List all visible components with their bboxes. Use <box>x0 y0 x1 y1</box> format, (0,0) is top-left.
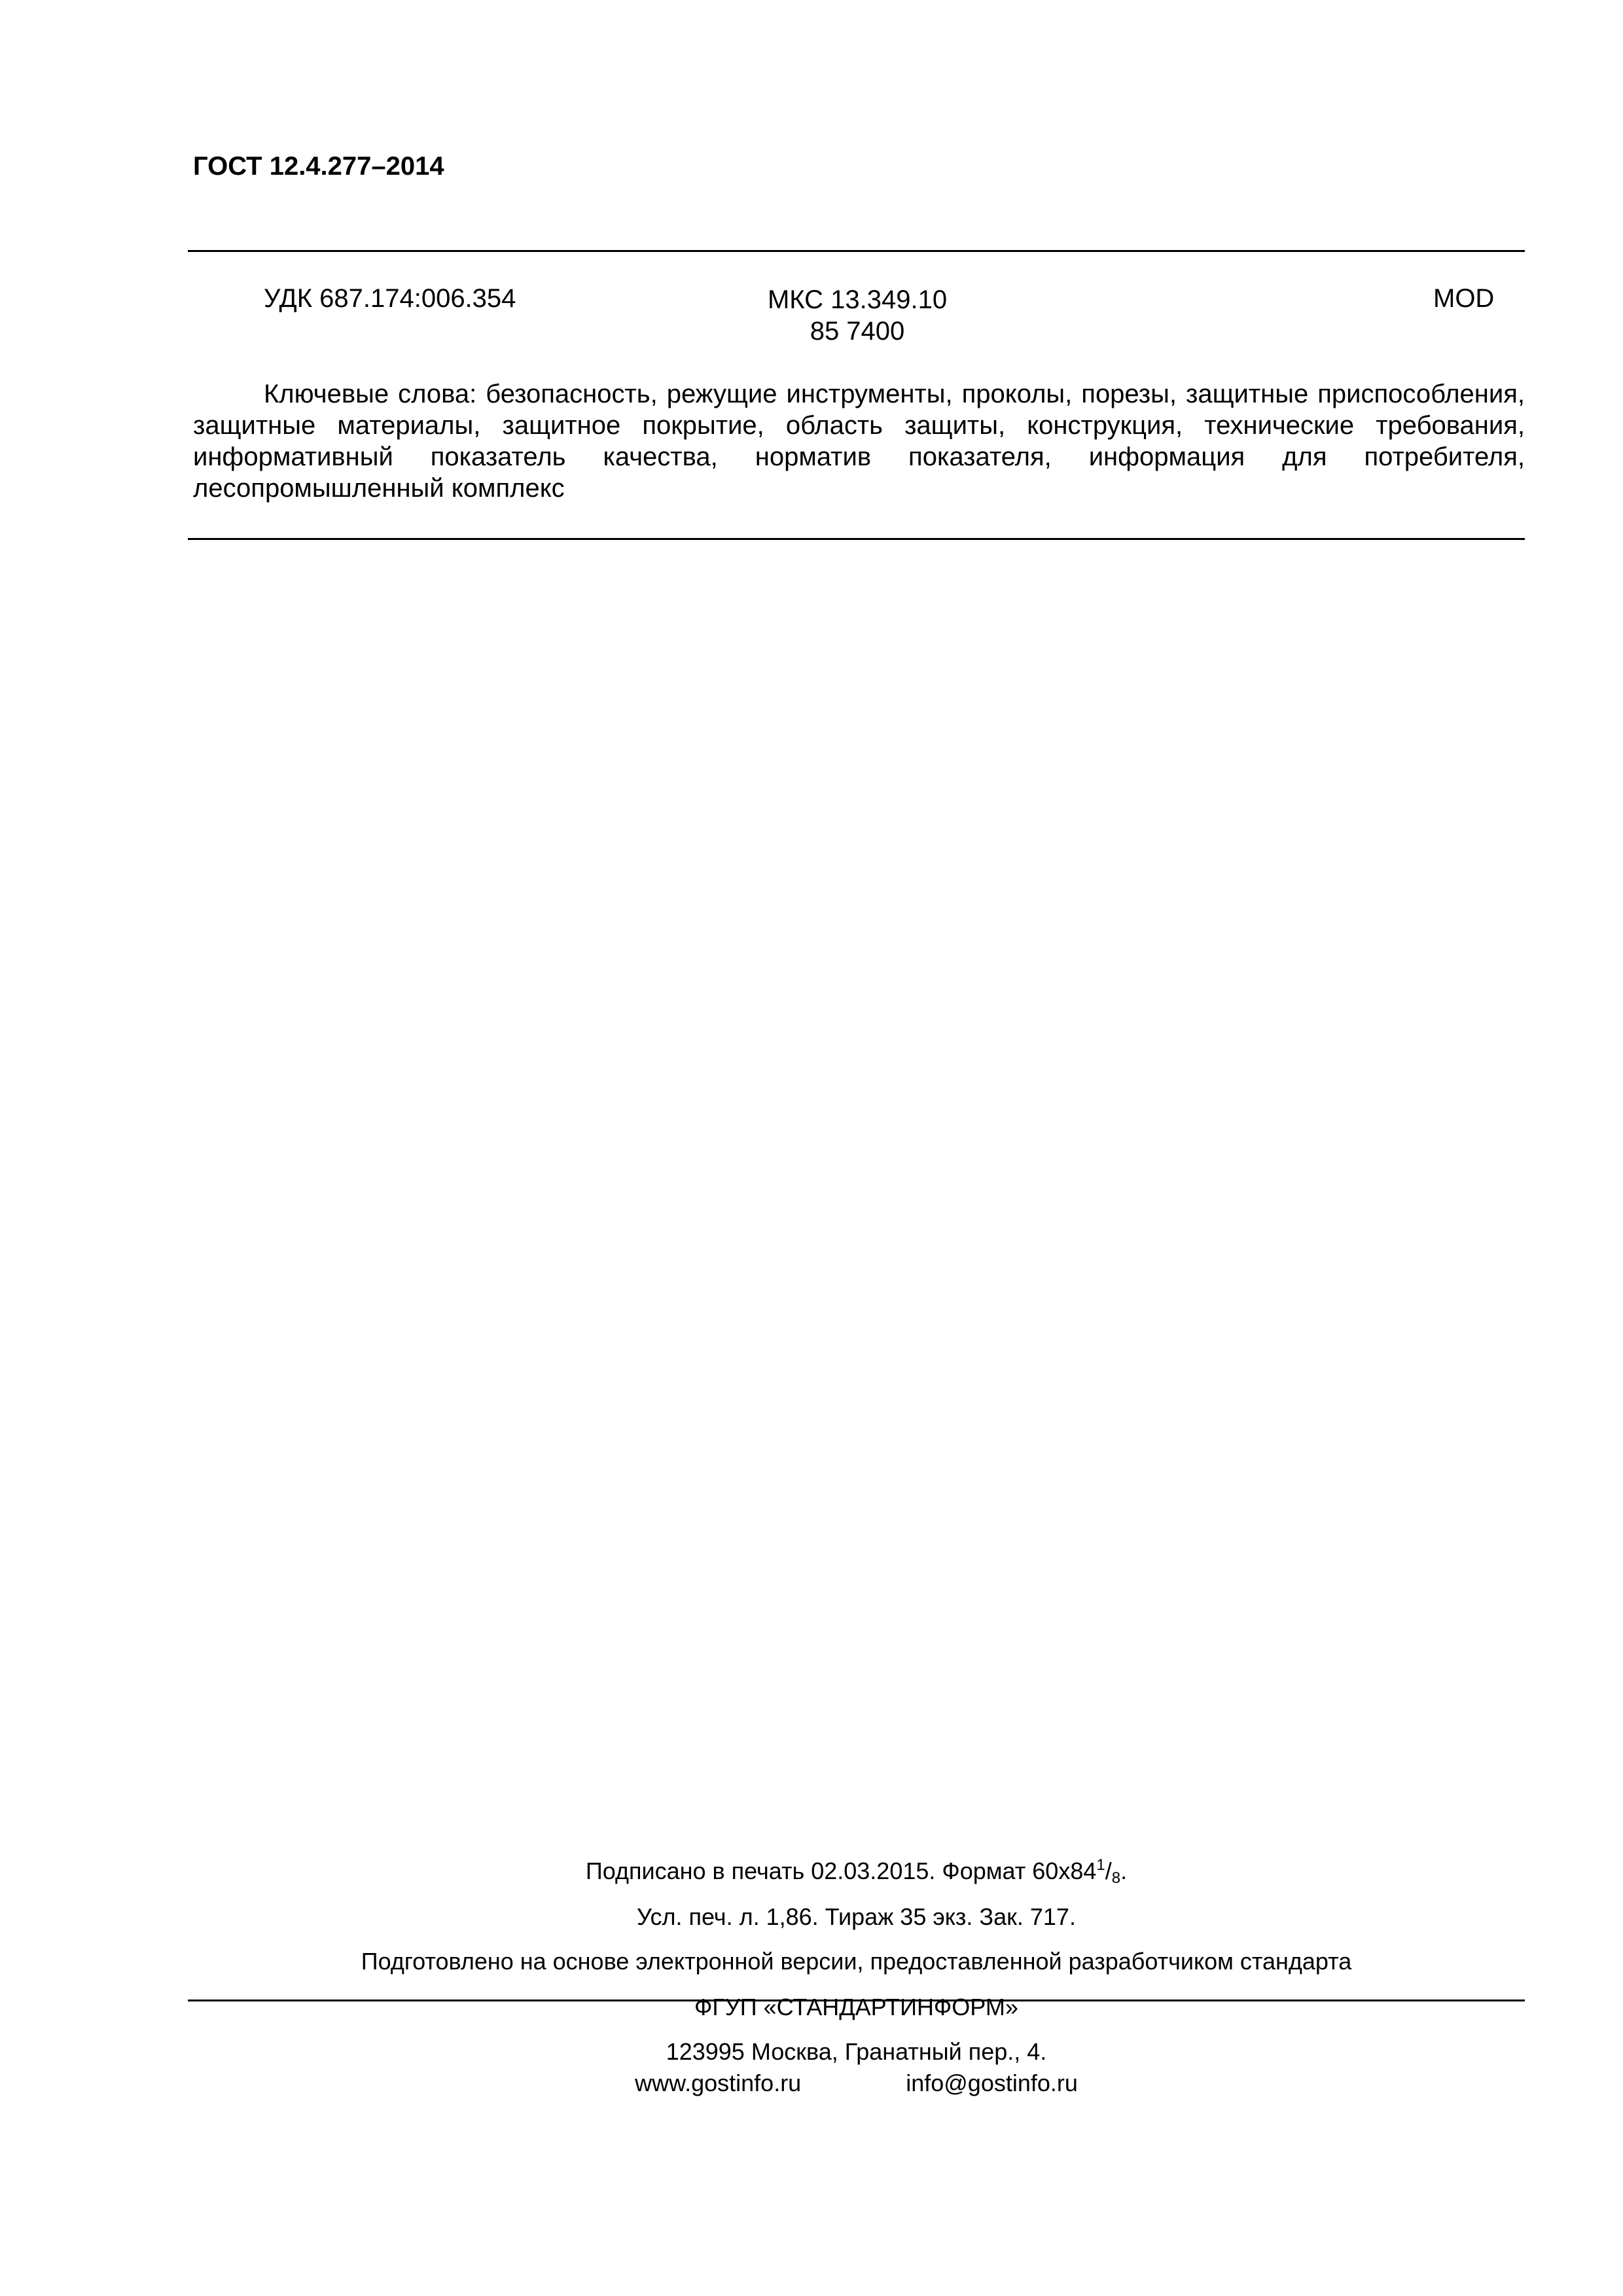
prepared-line: Подготовлено на основе электронной версии, предоставленной разработчиком стандарта <box>361 1948 1352 1975</box>
publisher-contacts <box>188 2070 1525 2097</box>
keywords-divider <box>188 538 1525 540</box>
email-link[interactable]: info@gostinfo.ru <box>906 2070 1078 2096</box>
format-superscript: 1 <box>1096 1856 1105 1874</box>
print-info-line: Усл. печ. л. 1,86. Тираж 35 экз. Зак. 717. <box>637 1903 1076 1930</box>
mks-block <box>759 284 955 347</box>
udk-code: УДК 687.174:006.354 <box>264 284 516 313</box>
publisher-name: ФГУП «СТАНДАРТИНФОРМ» <box>694 1994 1018 2020</box>
okp-code: 85 7400 <box>810 317 905 346</box>
website-link[interactable]: www.gostinfo.ru <box>635 2070 802 2096</box>
mks-code: МКС 13.349.10 <box>767 285 948 314</box>
format-subscript: 8 <box>1111 1869 1121 1887</box>
keywords-paragraph: Ключевые слова: безопасность, режущие инструменты, проколы, порезы, защитные приспособления, защитные материалы, защитное покрытие, область защиты, конструкция, технические требования, информативный показатель качества, норматив показателя, информация для потребителя, лесопромышленный комплекс <box>193 380 1525 503</box>
document-title: ГОСТ 12.4.277–2014 <box>193 152 444 181</box>
mod-label: MOD <box>1433 284 1495 313</box>
format-suffix: . <box>1120 1857 1128 1884</box>
top-divider <box>188 250 1525 252</box>
publisher-address: 123995 Москва, Гранатный пер., 4. <box>666 2038 1047 2065</box>
signed-for-print-line: Подписано в печать 02.03.2015. Формат $60x84^1/_8$. <box>585 1856 1128 1887</box>
signed-for-print-text: Подписано в печать 02.03.2015. Формат 60x84 <box>585 1857 1097 1884</box>
